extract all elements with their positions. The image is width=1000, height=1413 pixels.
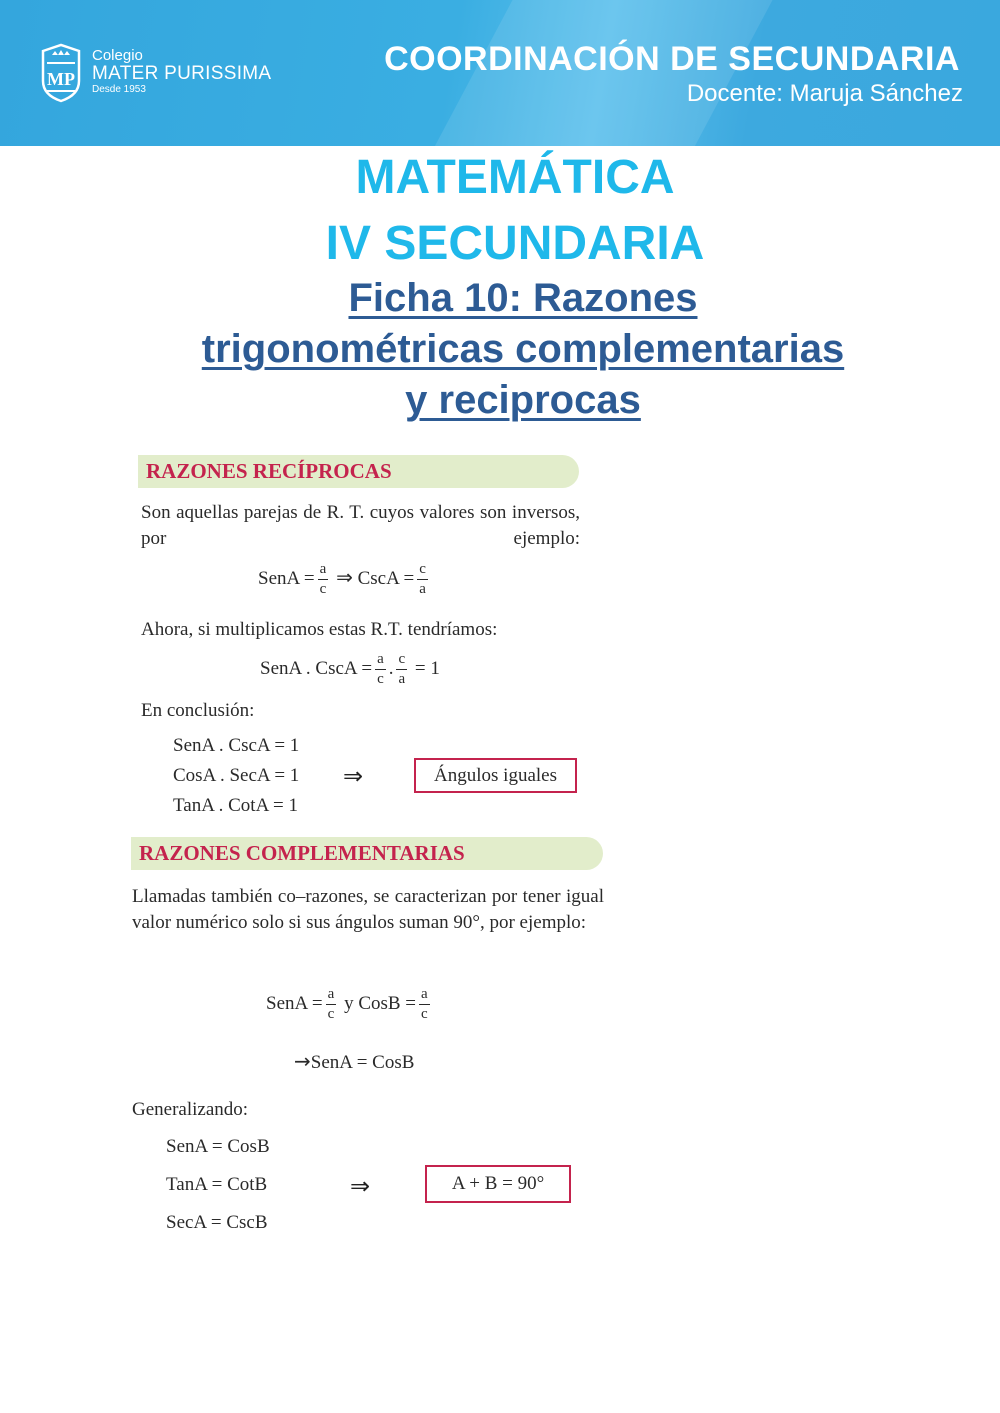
grade-title: IV SECUNDARIA: [325, 217, 705, 270]
complementary-result: →SenA = CosB: [294, 1049, 415, 1073]
sum-90-box: A + B = 90°: [425, 1165, 571, 1203]
coordination-title: COORDINACIÓN DE SECUNDARIA: [384, 40, 960, 78]
reciprocal-product: SenA . CscA = $\frac{a}{c}$ . $\frac{c}{a}$ = 1: [260, 651, 440, 687]
sheet-title-line-3: y reciprocas: [405, 378, 641, 422]
school-logo-text: [92, 48, 271, 96]
reciprocal-ahora: Ahora, si multiplicamos estas R.T. tendríamos:: [141, 619, 498, 640]
school-crest-icon: [40, 43, 82, 103]
fraction: $\frac{a}{c}$: [327, 986, 335, 1022]
complementary-intro: Llamadas también co–razones, se caracterizan por tener igual valor numérico solo si sus ángulos suman 90°, por ejemplo:: [132, 886, 604, 933]
logo-line-founded: Desde 1953: [92, 84, 146, 95]
identity-sen-csc: SenA . CscA = 1: [173, 735, 300, 756]
conclusion-label: En conclusión:: [141, 700, 255, 721]
complementary-example: SenA = $\frac{a}{c}$ y CosB = $\frac{a}{c}$: [266, 986, 428, 1022]
logo-line-name: MATER PURISSIMA: [92, 63, 272, 84]
identity-sen-cos: SenA = CosB: [166, 1136, 270, 1157]
reciprocal-intro: Son aquellas parejas de R. T. cuyos valores son inversos, por ejemplo:: [141, 502, 580, 549]
result-arrow-icon: →: [294, 1049, 311, 1073]
svg-text:MP: MP: [47, 69, 75, 89]
fraction: $\frac{c}{a}$: [398, 651, 406, 687]
identity-cos-sec: CosA . SecA = 1: [173, 765, 300, 786]
fraction: $\frac{a}{c}$: [377, 651, 384, 687]
identity-tan-cot-comp: TanA = CotB: [166, 1174, 268, 1195]
fraction: $\frac{c}{a}$: [419, 561, 426, 597]
generalizing-label: Generalizando:: [132, 1099, 249, 1120]
subject-title: MATEMÁTICA: [355, 151, 675, 204]
implies-arrow-icon: ⇒: [350, 1172, 371, 1200]
sheet-title-line-1: Ficha 10: Razones: [348, 276, 698, 320]
fraction: $\frac{a}{c}$: [319, 561, 327, 597]
identity-sec-csc: SecA = CscB: [166, 1212, 268, 1233]
reciprocal-heading: RAZONES RECÍPROCAS: [138, 455, 579, 488]
implies-arrow-icon: ⇒: [343, 762, 364, 790]
fraction: $\frac{a}{c}$: [421, 986, 428, 1022]
logo-line-colegio: Colegio: [92, 47, 143, 64]
complementary-heading: RAZONES COMPLEMENTARIAS: [131, 837, 603, 870]
implies-arrow: ⇒: [336, 564, 353, 589]
equal-angles-box: Ángulos iguales: [414, 758, 577, 793]
identity-tan-cot: TanA . CotA = 1: [173, 795, 298, 816]
sheet-title-line-2: trigonométricas complementarias: [201, 327, 845, 371]
reciprocal-example: SenA = $\frac{a}{c}$ ⇒ CscA = $\frac{c}{a}$: [258, 561, 426, 597]
teacher-name: Docente: Maruja Sánchez: [686, 80, 963, 107]
header-banner: [0, 0, 1000, 146]
